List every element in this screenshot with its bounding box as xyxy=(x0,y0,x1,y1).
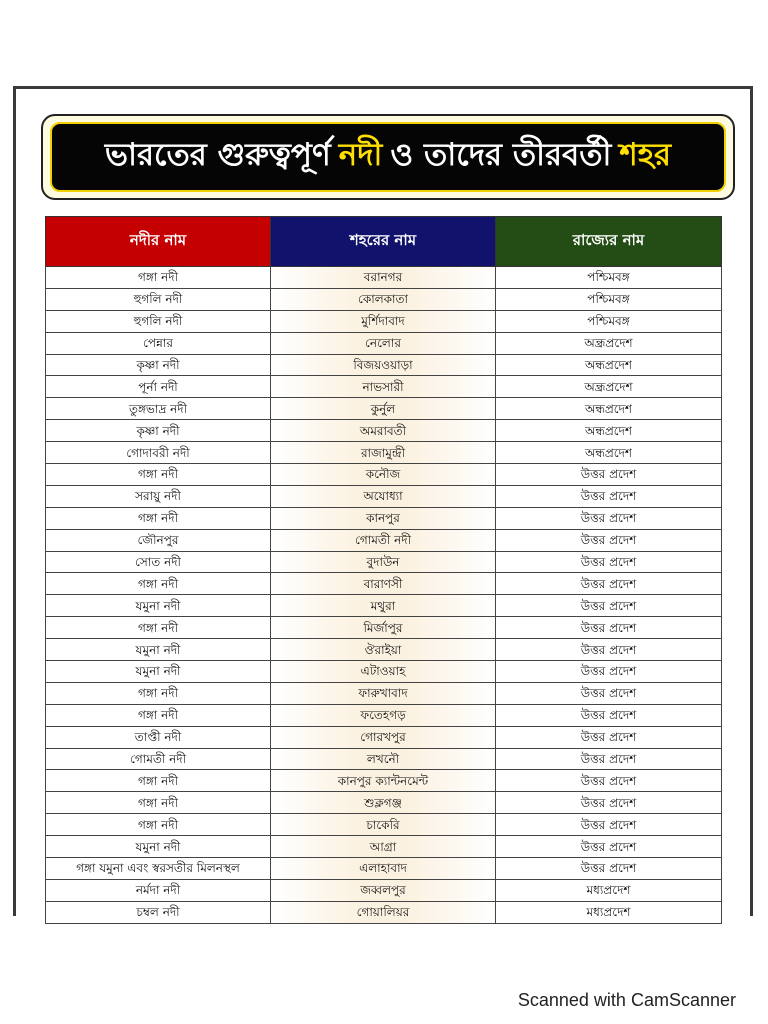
header-state-name: রাজ্যের নাম xyxy=(496,217,722,267)
table-row xyxy=(46,704,722,726)
state-cell: উত্তর প্রদেশ xyxy=(496,464,722,486)
river-cell: তাপ্তী নদী xyxy=(46,726,271,748)
river-cell: গঙ্গা নদী xyxy=(46,704,271,726)
table-row xyxy=(46,814,722,836)
city-cell: জব্বলপুর xyxy=(271,879,496,901)
state-cell: উত্তর প্রদেশ xyxy=(496,770,722,792)
river-cell: সরায়ু নদী xyxy=(46,485,271,507)
river-cell: হুগলি নদী xyxy=(46,288,271,310)
city-cell: ফতেহগড় xyxy=(271,704,496,726)
river-cell: গঙ্গা নদী xyxy=(46,792,271,814)
city-cell: শুক্লগঞ্জ xyxy=(271,792,496,814)
table-row xyxy=(46,376,722,398)
city-cell: অযোধ্যা xyxy=(271,485,496,507)
state-cell: অন্ধ্রপ্রদেশ xyxy=(496,332,722,354)
city-cell: কুর্নুল xyxy=(271,398,496,420)
state-cell: উত্তর প্রদেশ xyxy=(496,639,722,661)
city-cell: গোয়ালিয়র xyxy=(271,901,496,923)
city-cell: ঔরাইয়া xyxy=(271,639,496,661)
city-cell: মথুরা xyxy=(271,595,496,617)
state-cell: পশ্চিমবঙ্গ xyxy=(496,267,722,289)
table-row xyxy=(46,858,722,880)
state-cell: উত্তর প্রদেশ xyxy=(496,485,722,507)
state-cell: অন্ধ্রপ্রদেশ xyxy=(496,376,722,398)
river-cell: গঙ্গা নদী xyxy=(46,464,271,486)
city-cell: মুর্শিদাবাদ xyxy=(271,310,496,332)
table-row xyxy=(46,485,722,507)
table-row xyxy=(46,354,722,376)
table-row xyxy=(46,748,722,770)
state-cell: উত্তর প্রদেশ xyxy=(496,551,722,573)
city-cell: রাজামুন্দ্রী xyxy=(271,442,496,464)
state-cell: পশ্চিমবঙ্গ xyxy=(496,288,722,310)
city-cell: কানপুর xyxy=(271,507,496,529)
table-row xyxy=(46,288,722,310)
state-cell: মধ্যপ্রদেশ xyxy=(496,901,722,923)
state-cell: উত্তর প্রদেশ xyxy=(496,529,722,551)
city-cell: আগ্রা xyxy=(271,836,496,858)
table-row xyxy=(46,507,722,529)
city-cell: এলাহাবাদ xyxy=(271,858,496,880)
river-cell: নর্মদা নদী xyxy=(46,879,271,901)
title-highlight-city: শহর xyxy=(619,137,672,173)
river-cell: যমুনা নদী xyxy=(46,639,271,661)
city-cell: বরানগর xyxy=(271,267,496,289)
river-cell: হুগলি নদী xyxy=(46,310,271,332)
river-cell: যমুনা নদী xyxy=(46,661,271,683)
page-title xyxy=(50,122,726,192)
state-cell: অন্ধপ্রদেশ xyxy=(496,420,722,442)
city-cell: গোমতী নদী xyxy=(271,529,496,551)
state-cell: উত্তর প্রদেশ xyxy=(496,682,722,704)
river-cell: যমুনা নদী xyxy=(46,836,271,858)
river-cell: গঙ্গা নদী xyxy=(46,814,271,836)
table-row xyxy=(46,529,722,551)
city-cell: অমরাবতী xyxy=(271,420,496,442)
state-cell: উত্তর প্রদেশ xyxy=(496,858,722,880)
table-row xyxy=(46,442,722,464)
table-row xyxy=(46,901,722,923)
state-cell: মধ্যপ্রদেশ xyxy=(496,879,722,901)
header-city-name: শহরের নাম xyxy=(271,217,496,267)
river-cell: গঙ্গা যমুনা এবং স্বরসতীর মিলনস্থল xyxy=(46,858,271,880)
state-cell: পশ্চিমবঙ্গ xyxy=(496,310,722,332)
table-row xyxy=(46,573,722,595)
city-cell: লখনৌ xyxy=(271,748,496,770)
city-cell: কোলকাতা xyxy=(271,288,496,310)
title-highlight-river: নদী xyxy=(338,137,383,173)
river-cell: গোদাবরী নদী xyxy=(46,442,271,464)
river-cell: জৌনপুর xyxy=(46,529,271,551)
table-row xyxy=(46,770,722,792)
table-row xyxy=(46,836,722,858)
city-cell: বারাণসী xyxy=(271,573,496,595)
city-cell: কনৌজ xyxy=(271,464,496,486)
table-row xyxy=(46,267,722,289)
table-row xyxy=(46,661,722,683)
table-row xyxy=(46,310,722,332)
table-row xyxy=(46,332,722,354)
table-row xyxy=(46,551,722,573)
state-cell: উত্তর প্রদেশ xyxy=(496,836,722,858)
city-cell: কানপুর ক্যান্টনমেন্ট xyxy=(271,770,496,792)
table-header-row xyxy=(46,217,722,267)
state-cell: উত্তর প্রদেশ xyxy=(496,507,722,529)
state-cell: উত্তর প্রদেশ xyxy=(496,661,722,683)
city-cell: নাভসারী xyxy=(271,376,496,398)
river-cell: গঙ্গা নদী xyxy=(46,573,271,595)
river-cell: গঙ্গা নদী xyxy=(46,770,271,792)
title-part-1: ভারতের গুরুত্বপূর্ণ xyxy=(104,137,331,173)
city-cell: গোরখপুর xyxy=(271,726,496,748)
city-cell: নেলোর xyxy=(271,332,496,354)
rivers-table xyxy=(45,216,722,924)
city-cell: ফারুখাবাদ xyxy=(271,682,496,704)
river-cell: গঙ্গা নদী xyxy=(46,507,271,529)
state-cell: অন্ধপ্রদেশ xyxy=(496,398,722,420)
table-row xyxy=(46,420,722,442)
state-cell: উত্তর প্রদেশ xyxy=(496,726,722,748)
state-cell: উত্তর প্রদেশ xyxy=(496,617,722,639)
river-cell: তুঙ্গভাদ্র নদী xyxy=(46,398,271,420)
river-cell: সোত নদী xyxy=(46,551,271,573)
table-row xyxy=(46,617,722,639)
state-cell: উত্তর প্রদেশ xyxy=(496,748,722,770)
city-cell: মির্জাপুর xyxy=(271,617,496,639)
scanner-watermark: Scanned with CamScanner xyxy=(517,990,736,1010)
state-cell: উত্তর প্রদেশ xyxy=(496,814,722,836)
river-cell: পেন্নার xyxy=(46,332,271,354)
city-cell: বিজয়ওয়াড়া xyxy=(271,354,496,376)
table-row xyxy=(46,879,722,901)
header-river-name: নদীর নাম xyxy=(46,217,271,267)
river-cell: গঙ্গা নদী xyxy=(46,617,271,639)
table-row xyxy=(46,792,722,814)
city-cell: এটাওয়াহ xyxy=(271,661,496,683)
river-cell: চম্বল নদী xyxy=(46,901,271,923)
title-part-2: ও তাদের তীরবর্তী xyxy=(390,137,612,173)
state-cell: উত্তর প্রদেশ xyxy=(496,704,722,726)
river-cell: পূর্না নদী xyxy=(46,376,271,398)
city-cell: বুদাউন xyxy=(271,551,496,573)
state-cell: অন্ধপ্রদেশ xyxy=(496,442,722,464)
river-cell: গঙ্গা নদী xyxy=(46,682,271,704)
river-cell: গঙ্গা নদী xyxy=(46,267,271,289)
state-cell: উত্তর প্রদেশ xyxy=(496,595,722,617)
state-cell: উত্তর প্রদেশ xyxy=(496,792,722,814)
river-cell: গোমতী নদী xyxy=(46,748,271,770)
table-row xyxy=(46,682,722,704)
city-cell: চাকেরি xyxy=(271,814,496,836)
river-cell: কৃষ্ণা নদী xyxy=(46,354,271,376)
table-row xyxy=(46,639,722,661)
table-row xyxy=(46,398,722,420)
table-row xyxy=(46,464,722,486)
state-cell: উত্তর প্রদেশ xyxy=(496,573,722,595)
river-cell: কৃষ্ণা নদী xyxy=(46,420,271,442)
state-cell: অন্ধপ্রদেশ xyxy=(496,354,722,376)
table-row xyxy=(46,726,722,748)
table-row xyxy=(46,595,722,617)
river-cell: যমুনা নদী xyxy=(46,595,271,617)
